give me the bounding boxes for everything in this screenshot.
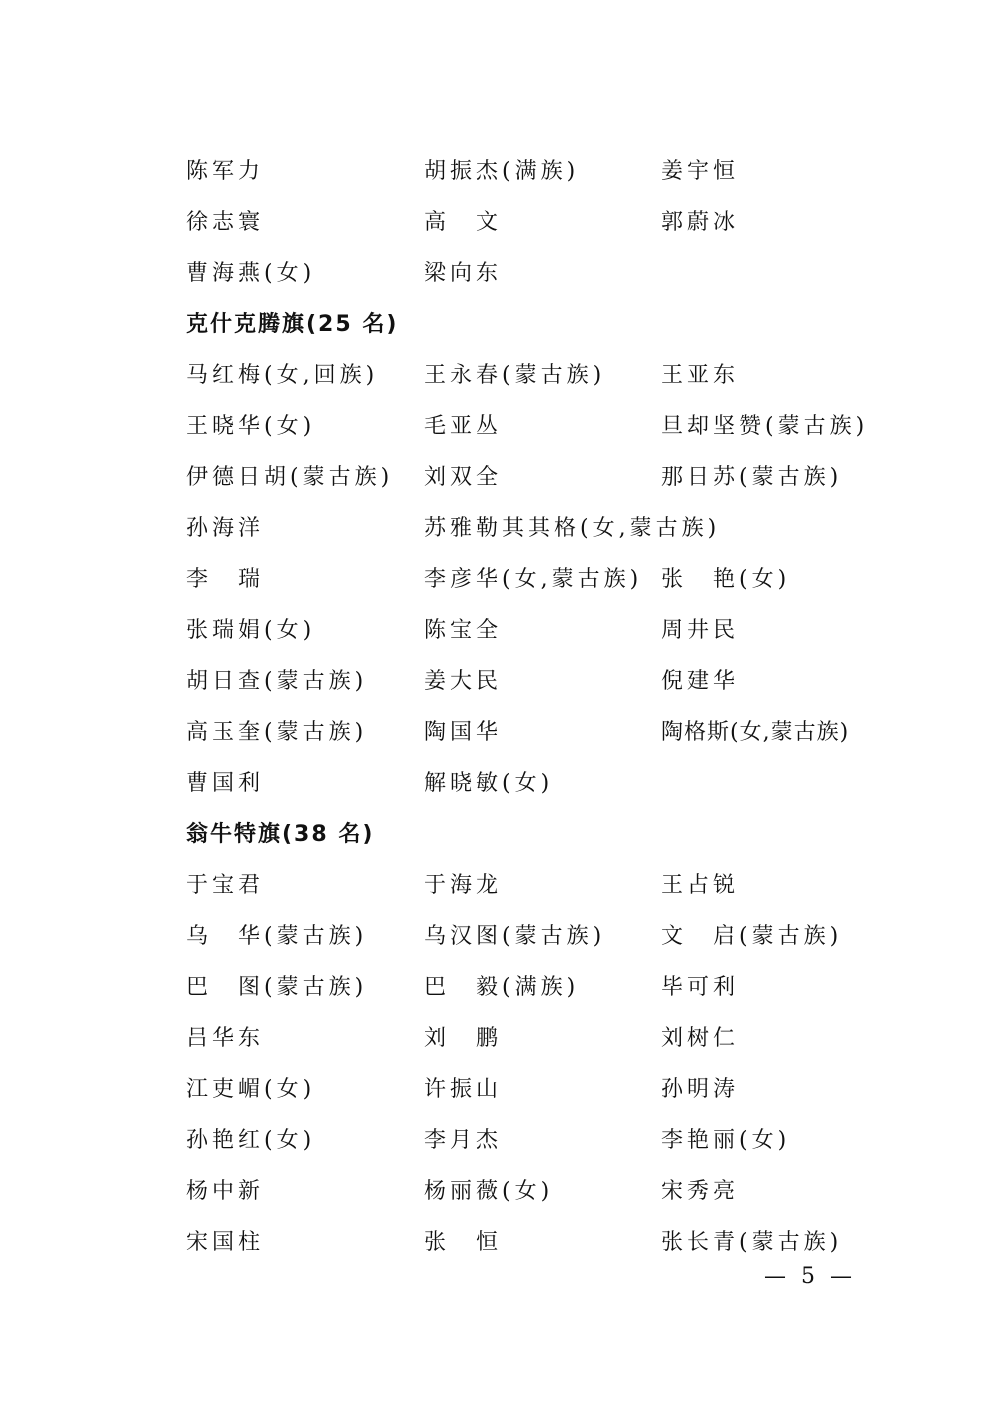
name-row [0,662,1000,702]
name-cell: 陈军力 [186,159,265,184]
name-cell: 张 恒 [424,1230,503,1255]
name-row [0,1172,1000,1212]
name-row [0,1223,1000,1263]
name-row [0,611,1000,651]
name-cell: 苏雅勒其其格(女,蒙古族) [424,516,721,541]
name-row [0,152,1000,192]
name-cell: 许振山 [424,1077,503,1102]
name-cell: 王亚东 [661,363,740,388]
name-cell: 李艳丽(女) [661,1128,791,1153]
name-cell: 孙艳红(女) [186,1128,316,1153]
name-cell: 张 艳(女) [661,567,791,592]
name-cell: 伊德日胡(蒙古族) [186,465,394,490]
name-cell: 刘双全 [424,465,503,490]
name-cell: 解晓敏(女) [424,771,554,796]
name-cell: 胡振杰(满族) [424,159,580,184]
page-number: — 5 — [764,1264,856,1289]
name-cell: 江吏嵋(女) [186,1077,316,1102]
section-heading-keshiketeng: 克什克腾旗(25 名) [186,312,399,337]
name-row [0,560,1000,600]
name-cell: 郭蔚冰 [661,210,740,235]
name-row [0,509,1000,549]
name-row [0,356,1000,396]
name-row [0,1019,1000,1059]
name-cell: 宋国柱 [186,1230,265,1255]
name-cell: 陶国华 [424,720,503,745]
name-cell: 梁向东 [424,261,503,286]
name-row [0,458,1000,498]
name-row [0,203,1000,243]
name-cell: 那日苏(蒙古族) [661,465,843,490]
name-cell: 孙海洋 [186,516,265,541]
name-cell: 李月杰 [424,1128,503,1153]
name-cell: 张瑞娟(女) [186,618,316,643]
name-cell: 乌汉图(蒙古族) [424,924,606,949]
name-cell: 陶格斯(女,蒙古族) [661,720,850,745]
name-cell: 高玉奎(蒙古族) [186,720,368,745]
name-row [0,407,1000,447]
name-cell: 孙明涛 [661,1077,740,1102]
name-cell: 杨中新 [186,1179,265,1204]
name-row [0,1121,1000,1161]
name-row [0,254,1000,294]
name-cell: 周井民 [661,618,740,643]
name-cell: 曹国利 [186,771,265,796]
name-cell: 李彦华(女,蒙古族) [424,567,643,592]
section-heading-wengniute: 翁牛特旗(38 名) [186,822,375,847]
name-cell: 刘 鹏 [424,1026,503,1051]
name-cell: 吕华东 [186,1026,265,1051]
name-cell: 李 瑞 [186,567,265,592]
name-cell: 于宝君 [186,873,265,898]
name-cell: 乌 华(蒙古族) [186,924,368,949]
name-row [0,713,1000,753]
name-cell: 毛亚丛 [424,414,503,439]
name-cell: 姜大民 [424,669,503,694]
name-cell: 陈宝全 [424,618,503,643]
name-cell: 胡日查(蒙古族) [186,669,368,694]
name-cell: 巴 图(蒙古族) [186,975,368,1000]
name-cell: 毕可利 [661,975,740,1000]
name-cell: 马红梅(女,回族) [186,363,379,388]
name-cell: 曹海燕(女) [186,261,316,286]
name-cell: 文 启(蒙古族) [661,924,843,949]
name-cell: 于海龙 [424,873,503,898]
name-cell: 旦却坚赞(蒙古族) [661,414,869,439]
name-cell: 王永春(蒙古族) [424,363,606,388]
name-cell: 张长青(蒙古族) [661,1230,843,1255]
name-row [0,866,1000,906]
name-row [0,764,1000,804]
name-cell: 姜宇恒 [661,159,740,184]
name-row [0,1070,1000,1110]
name-cell: 高 文 [424,210,503,235]
name-cell: 宋秀亮 [661,1179,740,1204]
name-row [0,968,1000,1008]
name-cell: 刘树仁 [661,1026,740,1051]
name-cell: 王占锐 [661,873,740,898]
name-cell: 倪建华 [661,669,740,694]
name-cell: 杨丽薇(女) [424,1179,554,1204]
name-cell: 王晓华(女) [186,414,316,439]
name-cell: 徐志寰 [186,210,265,235]
name-cell: 巴 毅(满族) [424,975,580,1000]
name-row [0,917,1000,957]
